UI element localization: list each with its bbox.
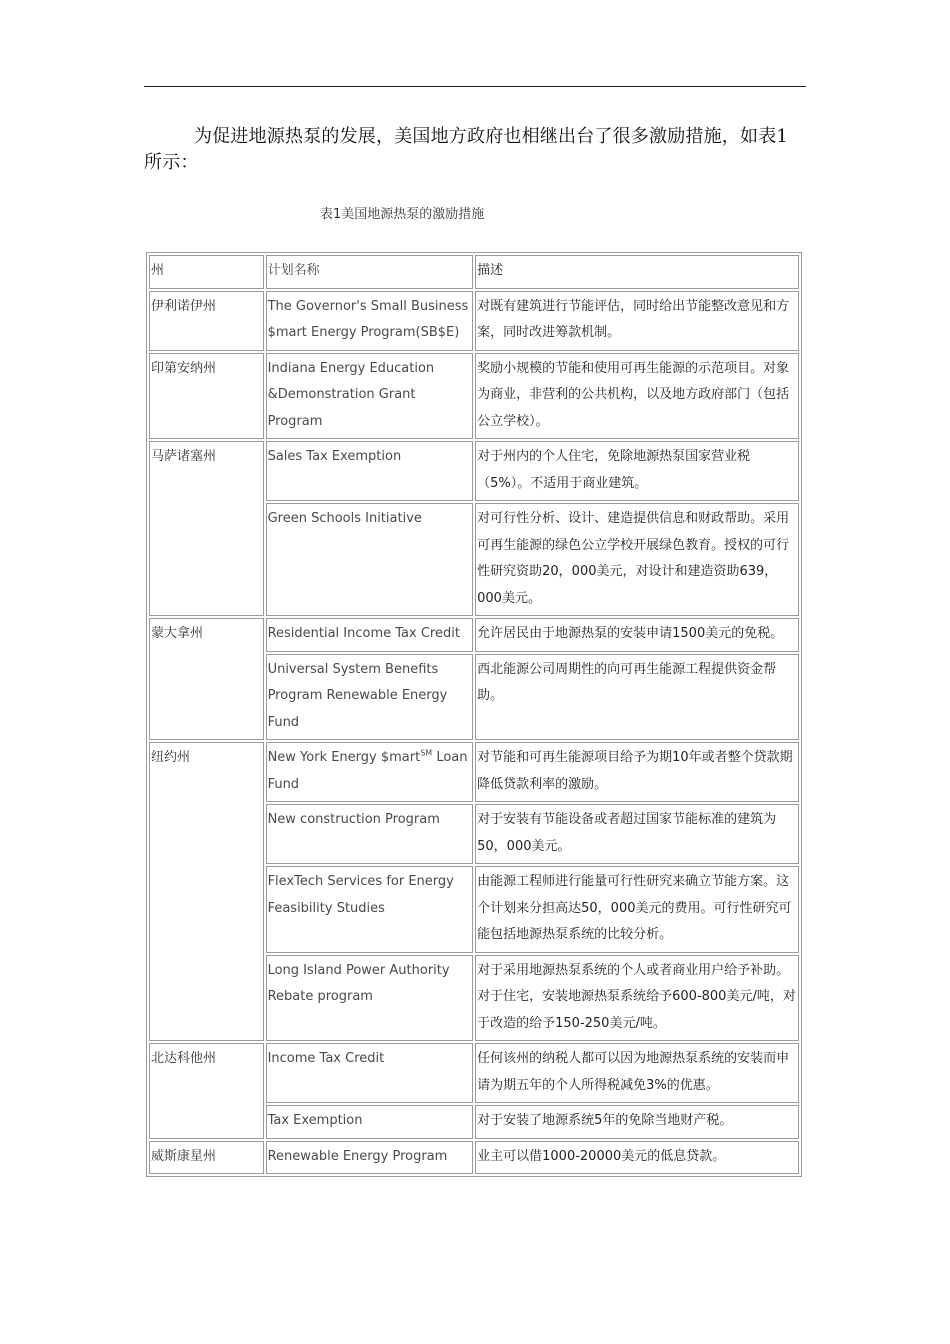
description-cell: 允许居民由于地源热泵的安装申请1500美元的免税。 [475,618,799,652]
program-cell: Long Island Power Authority Rebate program [266,955,474,1042]
description-cell: 由能源工程师进行能量可行性研究来确立节能方案。这个计划来分担高达50，000美元的费用。可行性研究可能包括地源热泵系统的比较分析。 [475,866,799,953]
program-name-tail: Loan Fund [267,750,468,792]
description-cell: 业主可以借1000-20000美元的低息贷款。 [475,1141,799,1175]
description-cell: 对节能和可再生能源项目给予为期10年或者整个贷款期降低贷款利率的激励。 [475,742,799,802]
program-cell: Residential Income Tax Credit [266,618,474,652]
description-cell: 对于安装了地源系统5年的免除当地财产税。 [475,1105,799,1139]
description-cell: 对于安装有节能设备或者超过国家节能标准的建筑为50，000美元。 [475,804,799,864]
description-cell: 任何该州的纳税人都可以因为地源热泵系统的安装而申请为期五年的个人所得税减免3%的优惠。 [475,1043,799,1103]
table-row [149,353,799,440]
description-cell: 对于采用地源热泵系统的个人或者商业用户给予补助。对于住宅，安装地源热泵系统给予600-800美元/吨，对于改造的给予150-250美元/吨。 [475,955,799,1042]
program-cell: Universal System Benefits Program Renewable Energy Fund [266,654,474,741]
description-cell: 奖励小规模的节能和使用可再生能源的示范项目。对象为商业，非营利的公共机构，以及地方政府部门（包括公立学校）。 [475,353,799,440]
state-cell: 纽约州 [149,742,264,1041]
program-cell: The Governor's Small Business $mart Energy Program(SB$E) [266,291,474,351]
description-cell: 对既有建筑进行节能评估，同时给出节能整改意见和方案，同时改进筹款机制。 [475,291,799,351]
incentives-table [146,252,802,1177]
intro-paragraph: 为促进地源热泵的发展，美国地方政府也相继出台了很多激励措施，如表1所示： [144,126,789,173]
table-caption: 表1美国地源热泵的激励措施 [320,207,485,222]
header-description: 描述 [475,255,799,289]
table-row [149,291,799,351]
state-cell: 伊利诺伊州 [149,291,264,351]
description-cell: 对可行性分析、设计、建造提供信息和财政帮助。采用可再生能源的绿色公立学校开展绿色教育。授权的可行性研究资助20，000美元，对设计和建造资助639，000美元。 [475,503,799,616]
service-mark: SM [420,748,433,758]
table-row [149,1141,799,1175]
program-cell: Indiana Energy Education &Demonstration Grant Program [266,353,474,440]
program-cell: FlexTech Services for Energy Feasibility Studies [266,866,474,953]
table-row [149,441,799,501]
program-cell [266,742,474,802]
header-rule [144,86,806,87]
header-program: 计划名称 [266,255,474,289]
table-header-row [149,255,799,289]
state-cell: 蒙大拿州 [149,618,264,740]
table-row [149,1043,799,1103]
state-cell: 马萨诸塞州 [149,441,264,616]
table-row [149,742,799,802]
program-cell: New construction Program [266,804,474,864]
description-cell: 西北能源公司周期性的向可再生能源工程提供资金帮助。 [475,654,799,741]
program-cell: Tax Exemption [266,1105,474,1139]
program-cell: Income Tax Credit [266,1043,474,1103]
table-row [149,618,799,652]
header-state: 州 [149,255,264,289]
program-cell: Green Schools Initiative [266,503,474,616]
state-cell: 北达科他州 [149,1043,264,1139]
program-cell: Sales Tax Exemption [266,441,474,501]
program-name: New York Energy $mart [267,750,421,765]
program-cell: Renewable Energy Program [266,1141,474,1175]
state-cell: 威斯康星州 [149,1141,264,1175]
description-cell: 对于州内的个人住宅，免除地源热泵国家营业税（5%）。不适用于商业建筑。 [475,441,799,501]
state-cell: 印第安纳州 [149,353,264,440]
